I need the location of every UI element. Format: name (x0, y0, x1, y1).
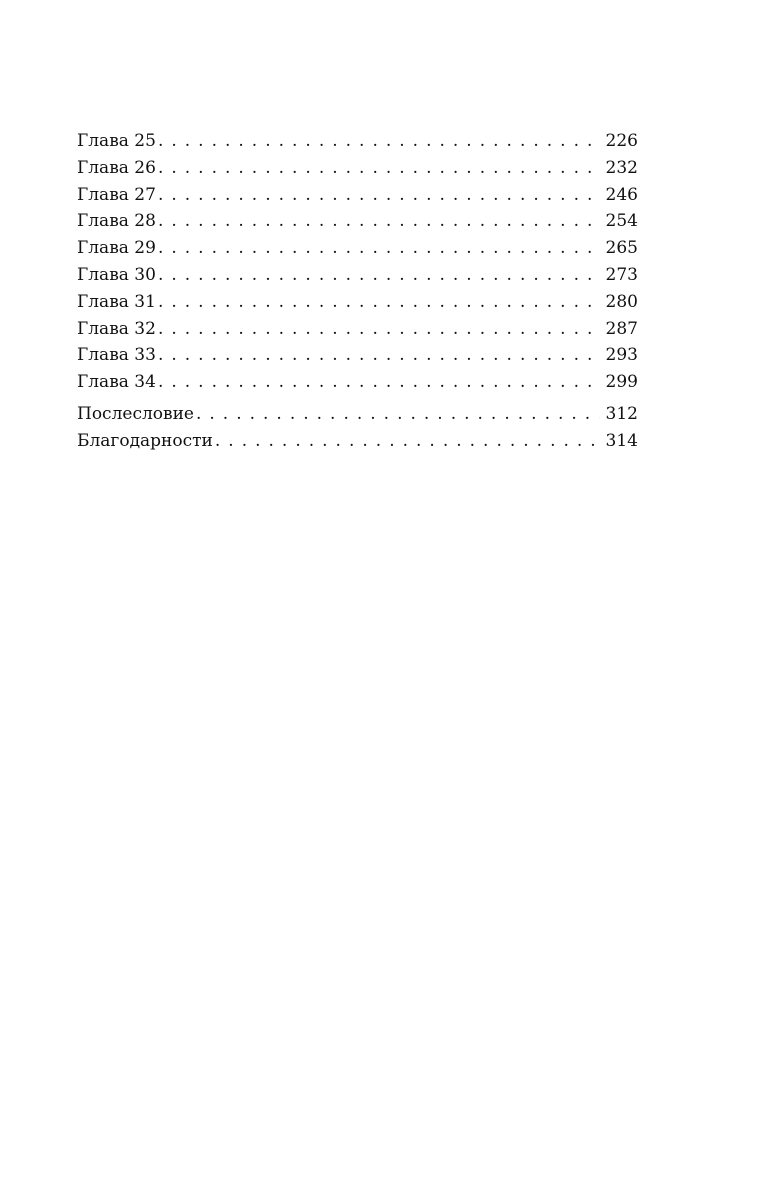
dot-leader (158, 208, 600, 235)
toc-entry-label: Послесловие (77, 403, 194, 424)
dot-leader (158, 316, 600, 343)
toc-entry-page: 293 (605, 345, 638, 366)
toc-back-matter (77, 401, 638, 455)
toc-entry-page: 254 (605, 211, 638, 232)
toc-entry[interactable] (77, 369, 638, 396)
toc-entry[interactable] (77, 128, 638, 155)
dot-leader (158, 235, 600, 262)
dot-leader (158, 369, 600, 396)
dot-leader (158, 342, 600, 369)
dot-leader (158, 182, 600, 209)
dot-leader (196, 401, 600, 428)
toc-entry-page: 226 (605, 131, 638, 151)
toc-entry[interactable] (77, 342, 638, 369)
toc-entry[interactable] (77, 401, 638, 428)
toc-entry-label: Глава 34 (77, 372, 156, 393)
toc-entry-label: Глава 32 (77, 318, 156, 339)
table-of-contents (77, 128, 638, 455)
toc-entry-page: 280 (605, 291, 638, 312)
toc-entry-page: 232 (605, 157, 638, 178)
toc-entry-page: 287 (605, 318, 638, 339)
toc-entry-page: 299 (605, 372, 638, 393)
toc-entry-label: Глава 33 (77, 345, 156, 366)
toc-entry-page: 246 (605, 184, 638, 205)
toc-entry-label: Глава 29 (77, 238, 156, 259)
toc-entry-page: 312 (605, 403, 638, 424)
toc-entry[interactable] (77, 208, 638, 235)
dot-leader (158, 155, 600, 182)
dot-leader (158, 262, 600, 289)
toc-entry-label: Глава 30 (77, 264, 156, 285)
toc-entry[interactable] (77, 289, 638, 316)
toc-entry-label: Глава 26 (77, 157, 156, 178)
toc-entry-page: 273 (605, 264, 638, 285)
toc-entry[interactable] (77, 235, 638, 262)
toc-chapters (77, 128, 638, 396)
dot-leader (158, 289, 600, 316)
dot-leader (215, 428, 600, 455)
toc-entry-label: Благодарности (77, 430, 213, 451)
toc-entry-label: Глава 28 (77, 211, 156, 232)
toc-entry-label: Глава 25 (77, 131, 156, 151)
toc-entry[interactable] (77, 316, 638, 343)
toc-entry[interactable] (77, 182, 638, 209)
toc-entry-page: 314 (605, 430, 638, 451)
dot-leader (158, 128, 600, 155)
toc-entry-label: Глава 31 (77, 291, 156, 312)
toc-entry[interactable] (77, 262, 638, 289)
toc-entry[interactable] (77, 428, 638, 455)
toc-entry-label: Глава 27 (77, 184, 156, 205)
toc-entry[interactable] (77, 155, 638, 182)
toc-entry-page: 265 (605, 238, 638, 259)
